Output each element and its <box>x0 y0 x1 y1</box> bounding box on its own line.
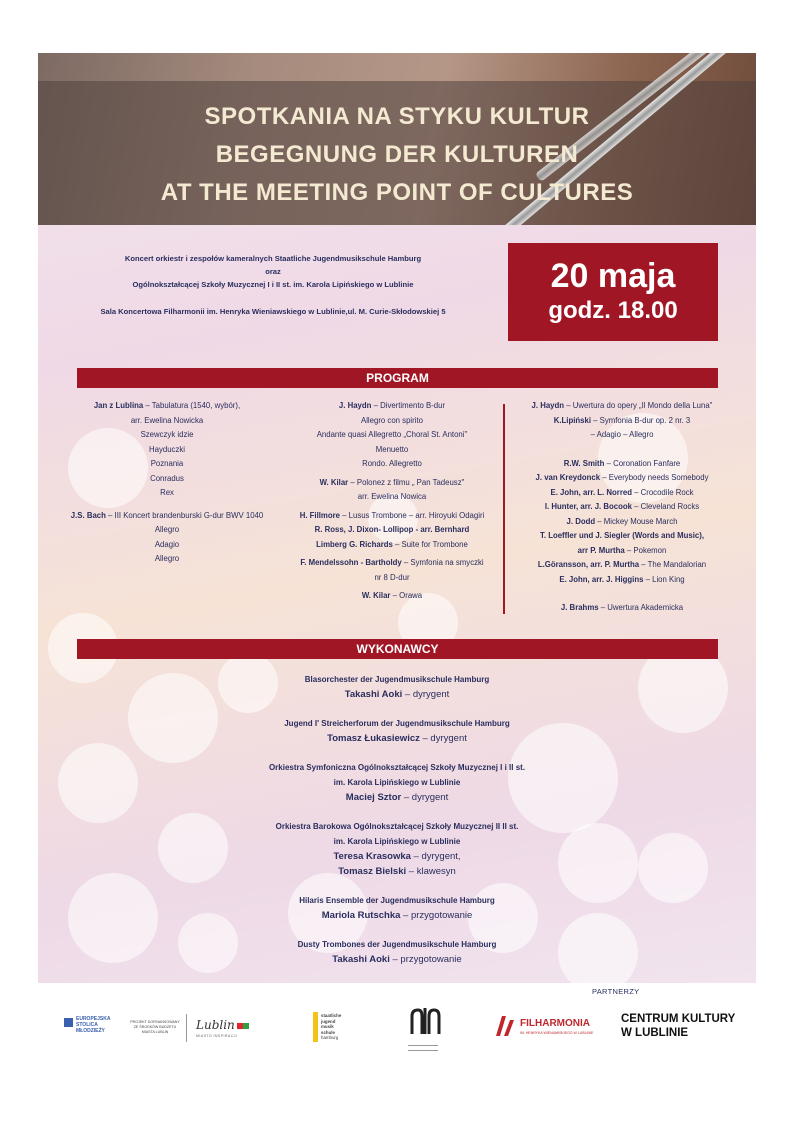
program-entry <box>512 601 732 616</box>
composer: K.Lipiński <box>553 415 591 425</box>
program-entry <box>282 556 502 571</box>
work: – Pokemon <box>624 545 667 555</box>
ensemble-name: Orkiestra Symfoniczna Ogólnokształcącej Szkoły Muzycznej I i II st. <box>268 763 526 772</box>
arranger: arr. Ewelina Nowica <box>357 492 427 501</box>
program-entry <box>282 399 502 414</box>
work: – Coronation Fanfare <box>604 458 681 468</box>
program-entry <box>512 515 732 530</box>
logo-divider <box>186 1014 187 1042</box>
composer: J.S. Bach <box>70 510 106 520</box>
esm-square-icon <box>64 1018 73 1027</box>
lublin-logo <box>196 1016 256 1038</box>
performer-role: – przygotowanie <box>389 954 462 965</box>
ck-wordmark-line: W LUBLINIE <box>621 1027 689 1039</box>
program-entry <box>282 589 502 604</box>
performer-role: – klawesyn <box>406 866 456 877</box>
program-entry <box>512 573 732 588</box>
work: – Adagio – Allegro <box>590 430 654 439</box>
title-line-de: BEGEGNUNG DER KULTUREN <box>215 141 579 168</box>
composer: J. van Kreydonck <box>535 473 601 482</box>
program-entry <box>512 544 732 559</box>
work: – III Koncert brandenburski G-dur BWV 1040 <box>105 510 264 520</box>
movement: Poznania <box>150 459 184 468</box>
performer-role: – dyrygent <box>402 689 450 700</box>
concert-date: 20 maja <box>550 257 676 295</box>
jms-bar-icon <box>313 1012 318 1042</box>
composer: Jan z Lublina <box>93 401 144 410</box>
program-column-2 <box>282 399 502 604</box>
intro-line: oraz <box>265 267 281 276</box>
partner-logos <box>0 1004 794 1064</box>
filharmonia-subtitle: IM. HENRYKA WIENIAWSKIEGO W LUBLINIE <box>520 1031 594 1035</box>
osm-caption-lines <box>408 1045 438 1051</box>
esm-text: EUROPEJSKA <box>76 1016 111 1022</box>
program-column-1 <box>62 399 272 567</box>
work: – Crocodile Rock <box>631 487 694 497</box>
column-divider <box>503 404 505 614</box>
movement: Andante quasi Allegretto „Choral St. Antoni" <box>316 430 468 439</box>
composer: Limberg G. Richards <box>316 539 393 549</box>
movement: Rondo. Allegretto <box>362 459 422 468</box>
work: – Symfonia B-dur op. 2 nr. 3 <box>591 415 691 425</box>
work: – Suite for Trombone <box>392 539 468 549</box>
composer: R.W. Smith <box>563 458 605 468</box>
esm-logo <box>64 1016 114 1040</box>
work: – Divertimento B-dur <box>371 401 446 410</box>
performer-name: Takashi Aoki <box>344 689 403 700</box>
jms-hamburg-logo: staatliche jugend musik schule hamburg <box>313 1012 353 1046</box>
composer: R. Ross, J. Dixon- Lollipop - arr. Bernhard <box>314 525 470 534</box>
work: – The Mandalorian <box>639 560 707 569</box>
program-entry <box>512 399 732 414</box>
work: – Lusus Trombone – arr. Hiroyuki Odagiri <box>339 510 485 520</box>
performer-name: Tomasz Łukasiewicz <box>327 733 420 744</box>
composer: E. John, arr. J. Higgins <box>559 574 644 584</box>
composer: J. Haydn <box>338 401 372 410</box>
performer-role: – dyrygent <box>401 792 449 803</box>
work: – Orawa <box>390 591 423 600</box>
composer: L.Göransson, arr. P. Murtha <box>537 560 640 569</box>
lublin-leaf-icon <box>243 1023 249 1029</box>
program-entry <box>512 457 732 472</box>
performer-role: – przygotowanie <box>400 910 473 921</box>
ensemble-name: im. Karola Lipińskiego w Lublinie <box>333 778 461 787</box>
program-entry <box>282 476 502 491</box>
arranger: arr. Ewelina Nowicka <box>130 415 204 425</box>
performer-role: – dyrygent <box>419 733 467 744</box>
movement: Allegro <box>154 525 180 534</box>
program-entry <box>282 509 502 524</box>
composer: I. Hunter, arr. J. Bocook <box>544 502 632 511</box>
movement: Szewczyk idzie <box>140 430 194 439</box>
ensemble-name: Dusty Trombones der Jugendmusikschule Hamburg <box>297 940 497 949</box>
program-entry <box>512 558 732 573</box>
ensemble-name: im. Karola Lipińskiego w Lublinie <box>333 837 461 846</box>
lublin-tagline: MIASTO INSPIRACJI <box>196 1034 238 1038</box>
composer: H. Fillmore <box>299 510 340 520</box>
program-entry <box>512 414 732 429</box>
program-entry <box>512 471 732 486</box>
composer: J. Haydn <box>531 401 565 410</box>
work: – Symfonia na smyczki <box>401 558 484 567</box>
composer: F. Mendelssohn - Bartholdy <box>300 558 402 567</box>
ensemble-name: Hilaris Ensemble der Jugendmusikschule Hamburg <box>299 896 495 905</box>
performer-name: Teresa Krasowka <box>333 851 411 862</box>
concert-time: godz. 18.00 <box>548 297 678 324</box>
work: – Mickey Mouse March <box>595 516 678 526</box>
esm-text: MŁODZIEŻY <box>76 1028 105 1034</box>
composer: T. Loeffler und J. Siegler (Words and Music), <box>539 531 705 540</box>
concert-intro <box>38 252 508 318</box>
performer-name: Tomasz Bielski <box>338 866 407 877</box>
work: nr 8 D-dur <box>374 572 410 582</box>
program-entry <box>62 399 272 414</box>
work: – Polonez z filmu „ Pan Tadeusz" <box>348 477 465 487</box>
filharmonia-logo <box>494 1014 604 1044</box>
performers-list <box>0 672 794 967</box>
movement: Allegro con spirito <box>361 415 423 425</box>
performer-name: Mariola Rutschka <box>321 910 401 921</box>
ensemble-name: Blasorchester der Jugendmusikschule Hamburg <box>304 675 490 684</box>
work: – Tabulatura (1540, wybór), <box>143 401 241 410</box>
movement: Rex <box>160 488 174 497</box>
performer-name: Maciej Sztor <box>345 792 402 803</box>
partners-label: PARTNERZY <box>592 987 640 996</box>
program-entry <box>282 538 502 553</box>
work: – Uwertura do opery „Il Mondo della Luna" <box>564 401 713 410</box>
composer: J. Dodd <box>566 516 596 526</box>
performer-role: – dyrygent, <box>410 851 461 862</box>
composer: J. Brahms <box>560 603 599 612</box>
program-entry <box>512 486 732 501</box>
movement: Allegro <box>154 554 180 563</box>
ck-wordmark-line: CENTRUM KULTURY <box>621 1013 736 1025</box>
movement: Hayduczki <box>149 444 185 454</box>
filharmonia-wordmark: FILHARMONIA <box>520 1018 590 1029</box>
intro-line: Koncert orkiestr i zespołów kameralnych Staatliche Jugendmusikschule Hamburg <box>124 254 422 263</box>
lublin-wordmark: Lublin <box>196 1018 235 1032</box>
work: – Everybody needs Somebody <box>600 473 709 482</box>
work: – Uwertura Akademicka <box>598 603 684 612</box>
performers-heading: WYKONAWCY <box>77 639 718 659</box>
work: – Lion King <box>643 574 685 584</box>
date-box <box>508 243 718 341</box>
composer: arr P. Murtha <box>577 545 625 555</box>
composer: W. Kilar <box>319 477 349 487</box>
program-heading: PROGRAM <box>77 368 718 388</box>
work: – Cleveland Rocks <box>631 502 700 511</box>
ensemble-name: Orkiestra Barokowa Ogólnokształcącej Szkoły Muzycznej II II st. <box>275 822 519 831</box>
osm-monogram-icon <box>408 1004 442 1038</box>
funding-note: PROJEKT DOFINANSOWANY ZE ŚRODKÓW BUDŻETU MIASTA LUBLIN <box>130 1020 180 1034</box>
composer: W. Kilar <box>361 591 391 600</box>
hero-photo <box>38 53 756 225</box>
filharmonia-emblem-icon <box>494 1014 516 1038</box>
poster-title <box>38 98 756 212</box>
title-line-pl: SPOTKANIA NA STYKU KULTUR <box>204 103 590 130</box>
performer-name: Takashi Aoki <box>332 954 390 965</box>
movement: Adagio <box>154 539 180 549</box>
composer: E. John, arr. L. Norred <box>550 487 632 497</box>
osm-school-logo <box>408 1004 442 1048</box>
esm-text: STOLICA <box>76 1022 98 1028</box>
program-entry <box>512 500 732 515</box>
venue-address: Sala Koncertowa Filharmonii im. Henryka Wieniawskiego w Lublinie,ul. M. Curie-Skłodowskiej 5 <box>100 307 446 316</box>
program-column-3 <box>512 399 732 616</box>
intro-line: Ogólnokształcącej Szkoły Muzycznej I i II st. im. Karola Lipińskiego w Lublinie <box>132 280 414 289</box>
ensemble-name: Jugend I' Streicherforum der Jugendmusikschule Hamburg <box>284 719 510 728</box>
movement: Menuetto <box>375 444 409 454</box>
program-entry <box>62 509 272 524</box>
centrum-kultury-logo <box>621 1012 735 1040</box>
title-line-en: AT THE MEETING POINT OF CULTURES <box>160 179 634 206</box>
movement: Conradus <box>150 473 184 483</box>
